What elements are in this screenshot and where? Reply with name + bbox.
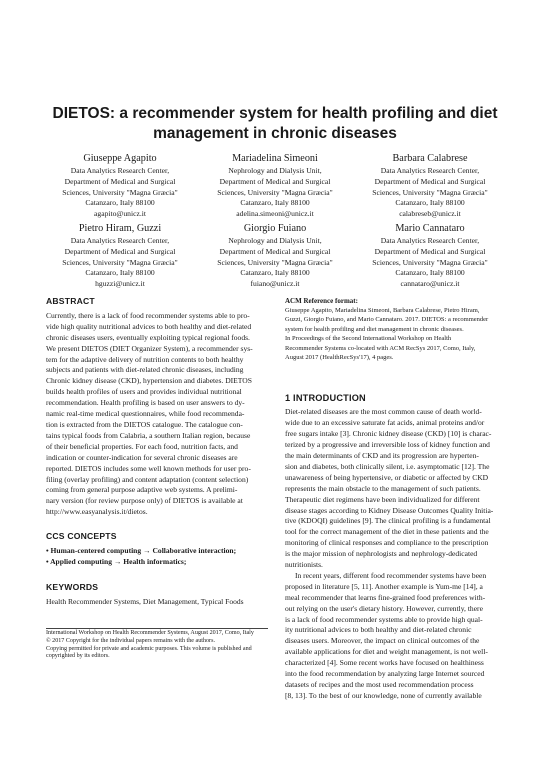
author-email: adelina.simeoni@unicz.it xyxy=(236,209,314,219)
abstract-line: indication or counter-indication for several chronic diseases are xyxy=(46,452,238,462)
abstract-heading: ABSTRACT xyxy=(46,296,95,306)
left-column xyxy=(46,296,266,608)
author-city: Catanzaro, Italy 88100 xyxy=(240,268,310,278)
author-affiliation: Data Analytics Research Center, xyxy=(380,236,480,245)
intro-line: Therapeutic diet regimens have been individualized for different xyxy=(285,494,480,504)
keywords-heading: KEYWORDS xyxy=(46,581,99,592)
intro-line: into the food recommendation by analyzing large Internet sourced xyxy=(285,669,485,679)
author-email: calabreseb@unicz.it xyxy=(399,209,461,219)
abstract-body xyxy=(46,311,266,518)
author-name: Mario Cannataro xyxy=(395,223,465,234)
author-email: agapito@unicz.it xyxy=(94,209,146,219)
introduction-paragraph-2 xyxy=(285,571,505,702)
author-affiliation: Department of Medical and Surgical xyxy=(64,246,176,256)
author-affiliation: Nephrology and Dialysis Unit, xyxy=(228,236,322,245)
author-affiliation: Department of Medical and Surgical xyxy=(374,246,486,256)
author-affiliation: Data Analytics Research Center, xyxy=(70,236,170,245)
abstract-line: tains typical foods from Calabria, a southern Italian region, because xyxy=(46,430,251,440)
author-name: Giuseppe Agapito xyxy=(83,153,157,164)
intro-line: unawareness of being hypertensive, or diabetic or affected by CKD xyxy=(285,472,489,482)
intro-line: out relying on the user's dietary history. However, currently, there xyxy=(285,603,483,613)
author-affiliation: Sciences, University "Magna Græcia" xyxy=(372,257,488,267)
intro-line: wide due to an excessive saturate fat acids, animal proteins and/or xyxy=(285,418,485,428)
author-affiliation: Sciences, University "Magna Græcia" xyxy=(62,187,178,197)
abstract-line: of their beneficial properties. For each food, nutrition facts, and xyxy=(46,441,238,451)
paper-title-line-1: DIETOS: a recommender system for health profiling and diet xyxy=(52,105,498,122)
abstract-line: recommendation. Health profiling is based on user answers to dy- xyxy=(46,398,245,408)
intro-line: tive (KDOQI) guidelines [9]. The clinical profiling is a fundamental xyxy=(285,516,491,526)
footnote-line: copyrighted by its editors. xyxy=(46,653,110,660)
footnote-rule xyxy=(46,628,268,629)
author-affiliation: Department of Medical and Surgical xyxy=(374,176,486,186)
author-city: Catanzaro, Italy 88100 xyxy=(85,198,155,208)
abstract-line: builds health profiles of users and provides individual nutritional xyxy=(46,387,242,397)
author-card xyxy=(354,152,506,220)
intro-line: terized by a progressive and irreversible loss of kidney function and xyxy=(285,440,490,450)
acm-reference-heading: ACM Reference format: xyxy=(285,297,358,305)
author-block-row-1 xyxy=(44,152,506,220)
intro-line: represents the main obstacle to the management of such patients. xyxy=(285,483,481,493)
intro-line: [8, 13]. To the best of our knowledge, none of currently available xyxy=(285,690,482,700)
introduction-heading: 1 INTRODUCTION xyxy=(285,393,366,404)
paper-title-line-2: management in chronic diseases xyxy=(153,125,397,142)
abstract-line: We present DIETOS (DIET Organizer System), a recommender sys- xyxy=(46,343,253,353)
author-affiliation: Data Analytics Research Center, xyxy=(70,166,170,175)
abstract-line: subjects and patients with diet-related chronic diseases, including xyxy=(46,365,244,375)
footnote-line: Copying permitted for private and academic purposes. This volume is published and xyxy=(46,645,252,652)
acm-reference-line: In Proceedings of the Second International Workshop on Health xyxy=(285,335,452,343)
abstract-line: Chronic kidney disease (CKD), hypertension and diabetes. DIETOS xyxy=(46,376,252,386)
intro-line: free sugars intake [3]. Chronic kidney disease (CKD) [10] is charac- xyxy=(285,429,492,439)
author-city: Catanzaro, Italy 88100 xyxy=(395,198,465,208)
right-column xyxy=(285,296,505,702)
abstract-line: tion is extracted from the DIETOS catalogue. The catalogue con- xyxy=(46,419,243,429)
ccs-heading: CCS CONCEPTS xyxy=(46,531,117,542)
acm-reference-line: August 2017 (HealthRecSys'17), 4 pages. xyxy=(285,354,394,362)
author-card xyxy=(44,152,196,220)
author-affiliation: Nephrology and Dialysis Unit, xyxy=(228,166,322,175)
intro-line: tool for the correct management of the diet in these patients and the xyxy=(285,527,489,537)
author-affiliation: Sciences, University "Magna Græcia" xyxy=(372,187,488,197)
author-email: cannataro@unicz.it xyxy=(400,279,460,289)
abstract-line: chronic diseases users, eventually exploiting typical regional foods. xyxy=(46,332,250,342)
intro-line: monitoring of clinical responses and compliance to the prescription xyxy=(285,538,489,548)
author-affiliation: Sciences, University "Magna Græcia" xyxy=(217,257,333,267)
intro-line: the main determinants of CKD and its progression are hyperten- xyxy=(285,450,479,460)
intro-line: is a lack of food recommender systems able to provide high qual- xyxy=(285,614,483,624)
intro-line: disease stages according to Kidney Disease Outcomes Quality Initia- xyxy=(285,505,494,515)
introduction-paragraph-1 xyxy=(285,407,505,571)
abstract-line: http://www.easyanalysis.it/dietos. xyxy=(46,507,148,517)
intro-line: proposed in literature [5, 11]. Another example is Yum-me [14], a xyxy=(285,581,483,591)
author-card xyxy=(199,222,351,290)
ccs-concept: • Human-centered computing → Collaborative interaction; xyxy=(46,546,237,556)
keywords-text: Health Recommender Systems, Diet Management, Typical Foods xyxy=(46,596,244,606)
author-affiliation: Sciences, University "Magna Græcia" xyxy=(62,257,178,267)
abstract-line: namic real-time medical questionnaires, while food recommenda- xyxy=(46,409,245,419)
author-affiliation: Sciences, University "Magna Græcia" xyxy=(217,187,333,197)
acm-reference-line: system for health profiling and diet management in chronic diseases. xyxy=(285,325,464,333)
intro-line: datasets of recipes and the most used recommendation process xyxy=(285,680,474,689)
author-name: Barbara Calabrese xyxy=(392,153,468,164)
intro-line: Diet-related diseases are the most common cause of death world- xyxy=(285,407,482,417)
acm-reference-body xyxy=(285,306,505,362)
abstract-line: filing (overlay profiling) and content adaptation (content selection) xyxy=(46,474,249,484)
abstract-line: nary version (for review purpose only) of DIETOS is available at xyxy=(46,496,243,506)
author-name: Mariadelina Simeoni xyxy=(232,153,318,164)
intro-line: characterized [4]. Some recent works have focused on healthiness xyxy=(285,658,484,668)
author-name: Pietro Hiram, Guzzi xyxy=(78,223,162,234)
abstract-line: tem for the adaptive delivery of nutrition contents to both healthy xyxy=(46,354,244,364)
author-email: hguzzi@unicz.it xyxy=(95,279,145,289)
footnote-line: International Workshop on Health Recommender Systems, August 2017, Como, Italy xyxy=(46,630,254,636)
author-card xyxy=(199,152,351,220)
author-card xyxy=(354,222,506,290)
paper-title xyxy=(40,104,510,144)
acm-reference-line: Recommender Systems co-located with ACM RecSys 2017, Como, Italy, xyxy=(285,344,476,352)
abstract-line: reported. DIETOS includes some well known methods for user pro- xyxy=(46,463,251,473)
abstract-line: vide high quality nutritional advices to both healthy and diet-related xyxy=(46,321,252,331)
intro-line: In recent years, different food recommender systems have been xyxy=(295,570,487,580)
author-city: Catanzaro, Italy 88100 xyxy=(85,268,155,278)
copyright-footnote xyxy=(46,630,266,661)
author-affiliation: Department of Medical and Surgical xyxy=(219,246,331,256)
author-city: Catanzaro, Italy 88100 xyxy=(240,198,310,208)
intro-line: available applications for diet and weight management, is not well- xyxy=(285,647,488,657)
author-affiliation: Department of Medical and Surgical xyxy=(219,176,331,186)
author-block-row-2 xyxy=(44,222,506,290)
acm-reference-line: Giuseppe Agapito, Mariadelina Simeoni, Barbara Calabrese, Pietro Hiram, xyxy=(285,307,480,314)
acm-reference-line: Guzzi, Giorgio Fuiano, and Mario Cannataro. 2017. DIETOS: a recommender xyxy=(285,316,489,324)
abstract-line: Currently, there is a lack of food recommender systems able to pro- xyxy=(46,310,250,320)
intro-line: ity nutritional advices to both healthy and diet-related chronic xyxy=(285,625,472,635)
author-affiliation: Department of Medical and Surgical xyxy=(64,176,176,186)
author-affiliation: Data Analytics Research Center, xyxy=(380,166,480,175)
author-city: Catanzaro, Italy 88100 xyxy=(395,268,465,278)
intro-line: meal recommender that learns fine-grained food preferences with- xyxy=(285,592,486,602)
footnote-line: © 2017 Copyright for the individual papers remains with the authors. xyxy=(46,637,215,644)
ccs-concept: • Applied computing → Health informatics; xyxy=(46,556,187,566)
intro-line: diseases users. Moreover, the impact on clinical outcomes of the xyxy=(285,636,480,646)
author-card xyxy=(44,222,196,290)
abstract-line: coming from general purpose adaptive web systems. A prelimi- xyxy=(46,485,238,495)
author-name: Giorgio Fuiano xyxy=(243,223,307,234)
intro-line: is the major mission of nephrologists and nephrology-dedicated xyxy=(285,549,478,559)
author-email: fuiano@unicz.it xyxy=(250,279,300,289)
intro-line: nutritionists. xyxy=(285,560,323,570)
intro-line: sion and diabetes, both clinically silent, i.e. asymptomatic [12]. The xyxy=(285,461,490,471)
